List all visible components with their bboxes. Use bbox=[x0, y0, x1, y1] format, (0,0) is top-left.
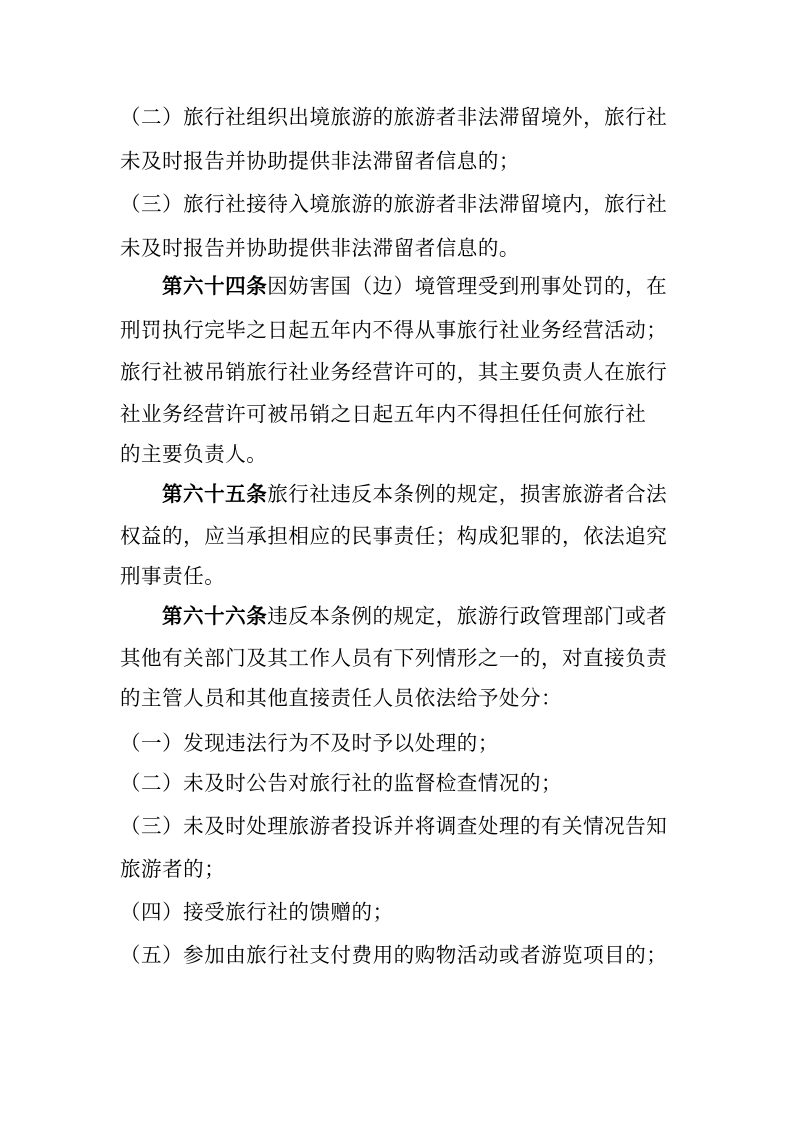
article-64-line-3: 旅行社被吊销旅行社业务经营许可的，其主要负责人在旅行 bbox=[120, 360, 668, 384]
item-2-line-1: （二）旅行社组织出境旅游的旅游者非法滞留境外，旅行社 bbox=[120, 105, 668, 129]
article-64-heading: 第六十四条 bbox=[162, 274, 268, 298]
article-64-line-5: 的主要负责人。 bbox=[120, 442, 268, 466]
article-66-line-2: 其他有关部门及其工作人员有下列情形之一的，对直接负责 bbox=[120, 646, 668, 670]
list-item-1: （一）发现违法行为不及时予以处理的； bbox=[120, 731, 499, 755]
list-item-5: （五）参加由旅行社支付费用的购物活动或者游览项目的； bbox=[120, 943, 668, 967]
item-3-line-2: 未及时报告并协助提供非法滞留者信息的。 bbox=[120, 236, 520, 260]
article-65-line-3: 刑事责任。 bbox=[120, 564, 226, 588]
list-item-3-line-1: （三）未及时处理旅游者投诉并将调查处理的有关情况告知 bbox=[120, 814, 668, 838]
article-64-line-2: 刑罚执行完毕之日起五年内不得从事旅行社业务经营活动； bbox=[120, 318, 668, 342]
article-65-text-1: 旅行社违反本条例的规定，损害旅游者合法 bbox=[267, 482, 668, 506]
article-66-text-1: 违反本条例的规定，旅游行政管理部门或者 bbox=[267, 604, 668, 628]
list-item-4: （四）接受旅行社的馈赠的； bbox=[120, 900, 394, 924]
article-65-line-1 bbox=[162, 480, 667, 508]
item-2-line-2: 未及时报告并协助提供非法滞留者信息的； bbox=[120, 149, 520, 173]
item-3-line-1: （三）旅行社接待入境旅游的旅游者非法滞留境内，旅行社 bbox=[120, 192, 668, 216]
article-65-heading: 第六十五条 bbox=[162, 482, 268, 506]
article-66-heading: 第六十六条 bbox=[162, 604, 268, 628]
article-64-line-4: 社业务经营许可被吊销之日起五年内不得担任任何旅行社 bbox=[120, 402, 647, 426]
article-66-line-1 bbox=[162, 602, 667, 630]
list-item-2: （二）未及时公告对旅行社的监督检查情况的； bbox=[120, 771, 563, 795]
article-66-line-3: 的主管人员和其他直接责任人员依法给予处分： bbox=[120, 686, 563, 710]
article-64-line-1 bbox=[162, 272, 667, 300]
article-65-line-2: 权益的，应当承担相应的民事责任；构成犯罪的，依法追究 bbox=[120, 524, 668, 548]
list-item-3-line-2: 旅游者的； bbox=[120, 857, 226, 881]
article-64-text-1: 因妨害国（边）境管理受到刑事处罚的，在 bbox=[267, 274, 668, 298]
